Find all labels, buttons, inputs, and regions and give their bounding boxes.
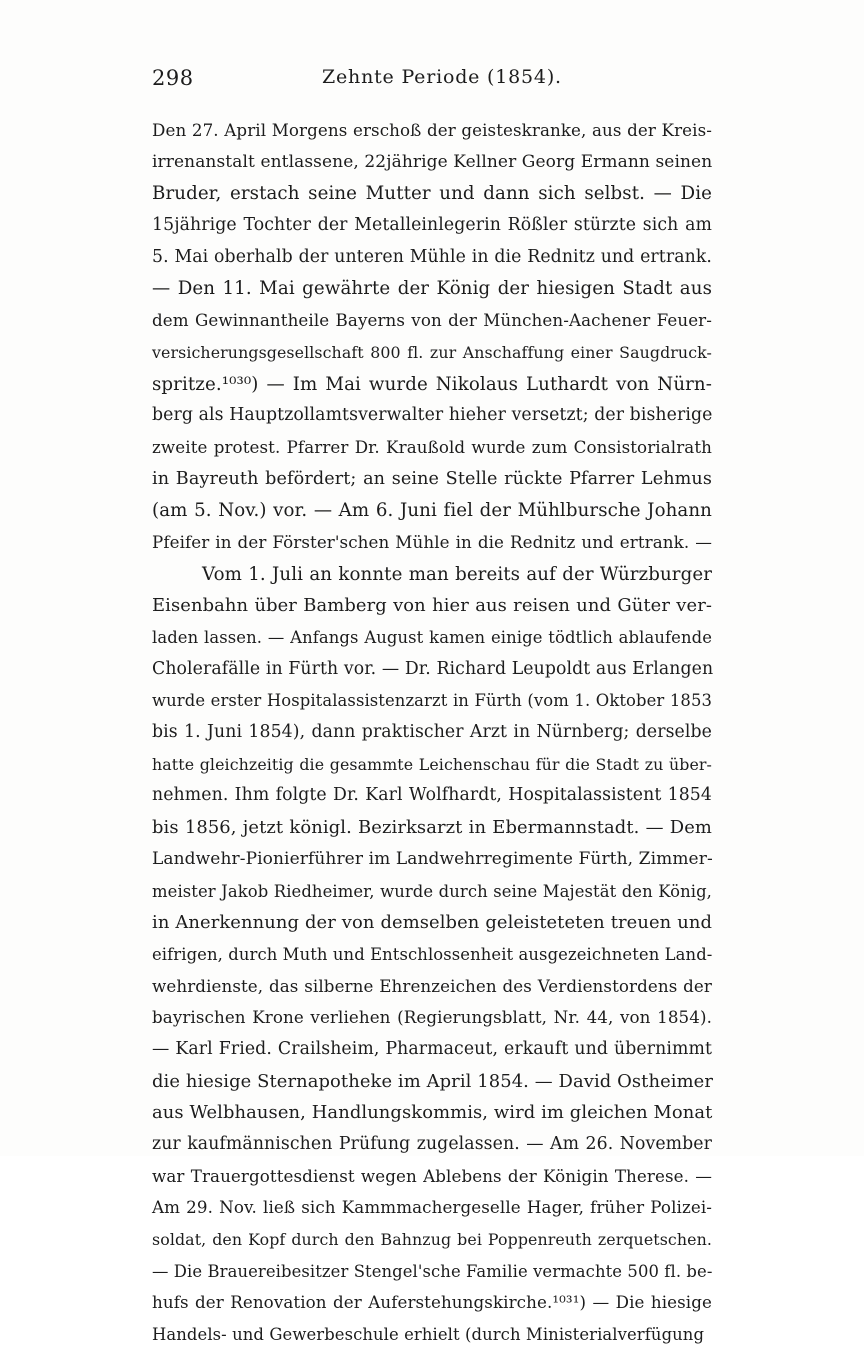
- text-line: zweite protest. Pfarrer Dr. Kraußold wurde zum Consistorialrath: [152, 436, 712, 457]
- text-line: dem Gewinnantheile Bayerns von der München-Aachener Feuer-: [152, 310, 712, 331]
- text-line: bis 1856, jetzt königl. Bezirksarzt in Ebermannstadt. — Dem: [152, 817, 712, 839]
- text-line: 5. Mai oberhalb der unteren Mühle in die Rednitz und ertrank.: [152, 246, 712, 267]
- text-line: — Die Brauereibesitzer Stengel'sche Familie vermachte 500 fl. be-: [152, 1261, 713, 1281]
- text-line: war Trauergottesdienst wegen Ablebens der Königin Therese. —: [152, 1165, 712, 1186]
- text-line: bayrischen Krone verliehen (Regierungsblatt, Nr. 44, von 1854).: [152, 1007, 712, 1028]
- page-number: 298: [152, 66, 194, 90]
- text-line: Handels- und Gewerbeschule erhielt (durch Ministerialverfügung: [152, 1325, 705, 1345]
- text-line: in Bayreuth befördert; an seine Stelle rückte Pfarrer Lehmus: [152, 468, 712, 489]
- text-line: die hiesige Sternapotheke im April 1854. — David Ostheimer: [152, 1070, 713, 1092]
- text-line: aus Welbhausen, Handlungskommis, wird im gleichen Monat: [152, 1102, 713, 1124]
- text-line: 15jährige Tochter der Metalleinlegerin Rößler stürzte sich am: [152, 215, 712, 236]
- text-line: — Karl Fried. Crailsheim, Pharmaceut, erkauft und übernimmt: [152, 1038, 712, 1059]
- text-line: in Anerkennung der von demselben geleisteteten treuen und: [152, 912, 712, 934]
- text-line: soldat, den Kopf durch den Bahnzug bei Poppenreuth zerquetschen.: [152, 1230, 712, 1250]
- text-line: — Den 11. Mai gewährte der König der hiesigen Stadt aus: [152, 278, 712, 300]
- page-header: [152, 66, 712, 96]
- running-head: Zehnte Periode (1854).: [322, 66, 562, 88]
- text-line: Pfeifer in der Förster'schen Mühle in die Rednitz und ertrank. —: [152, 531, 712, 552]
- text-line: berg als Hauptzollamtsverwalter hieher versetzt; der bisherige: [152, 405, 713, 426]
- text-line: wehrdienste, das silberne Ehrenzeichen des Verdienstordens der: [152, 975, 712, 996]
- text-line: nehmen. Ihm folgte Dr. Karl Wolfhardt, Hospitalassistent 1854: [152, 785, 712, 806]
- text-line: Bruder, erstach seine Mutter und dann sich selbst. — Die: [152, 183, 712, 205]
- text-line: Vom 1. Juli an konnte man bereits auf der Würzburger: [202, 563, 712, 585]
- text-line: hufs der Renovation der Auferstehungskirche.¹⁰³¹) — Die hiesige: [152, 1292, 712, 1313]
- text-line: irrenanstalt entlassene, 22jährige Kellner Georg Ermann seinen: [152, 151, 713, 172]
- text-line: versicherungsgesellschaft 800 fl. zur Anschaffung einer Saugdruck-: [152, 342, 712, 362]
- text-line: Cholerafälle in Fürth vor. — Dr. Richard Leupoldt aus Erlangen: [152, 658, 714, 679]
- text-line: (am 5. Nov.) vor. — Am 6. Juni fiel der Mühlbursche Johann: [152, 500, 712, 522]
- text-line: Eisenbahn über Bamberg von hier aus reisen und Güter ver-: [152, 595, 712, 617]
- text-line: Am 29. Nov. ließ sich Kammmachergeselle Hager, früher Polizei-: [152, 1197, 712, 1218]
- text-line: spritze.¹⁰³⁰) — Im Mai wurde Nikolaus Luthardt von Nürn-: [152, 373, 712, 395]
- text-line: Landwehr-Pionierführer im Landwehrregimente Fürth, Zimmer-: [152, 848, 713, 869]
- body-text: [152, 115, 712, 1351]
- text-line: wurde erster Hospitalassistenzarzt in Fürth (vom 1. Oktober 1853: [152, 691, 712, 711]
- text-line: hatte gleichzeitig die gesammte Leichenschau für die Stadt zu über-: [152, 754, 712, 774]
- text-line: Den 27. April Morgens erschoß der geisteskranke, aus der Kreis-: [152, 120, 712, 140]
- text-line: zur kaufmännischen Prüfung zugelassen. — Am 26. November: [152, 1134, 712, 1154]
- text-line: meister Jakob Riedheimer, wurde durch seine Majestät den König,: [152, 881, 712, 901]
- text-line: eifrigen, durch Muth und Entschlossenheit ausgezeichneten Land-: [152, 944, 713, 964]
- text-line: laden lassen. — Anfangs August kamen einige tödtlich ablaufende: [152, 628, 712, 647]
- text-line: bis 1. Juni 1854), dann praktischer Arzt in Nürnberg; derselbe: [152, 722, 712, 743]
